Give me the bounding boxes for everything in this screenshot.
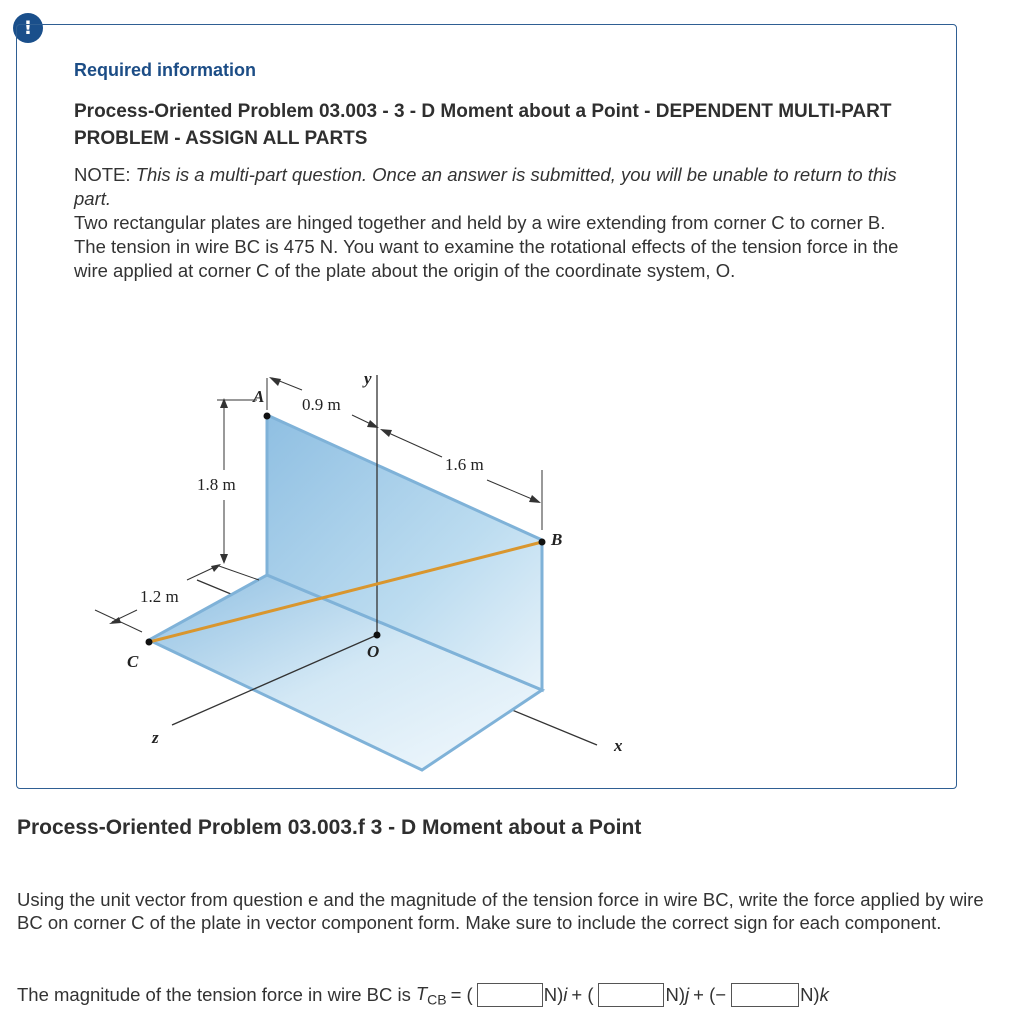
k-component-input[interactable] [731,983,799,1007]
point-o-dot [374,632,381,639]
required-information-panel [16,24,957,789]
point-c-dot [146,639,153,646]
point-a-dot [264,413,271,420]
note-text: This is a multi-part question. Once an answer is submitted, you will be unable to return to this part. [74,164,897,209]
label-dim-height: 1.8 m [197,475,236,494]
answer-prefix: The magnitude of the tension force in wire BC is [17,984,411,1006]
answer-row [17,983,829,1008]
part-instruction: Using the unit vector from question e and the magnitude of the tension force in wire BC, write the force applied by wire BC on corner C of the plate in vector component form. Make sure to include the correct sign for each component. [17,889,984,933]
j-component-input[interactable] [598,983,664,1007]
note-paragraph [74,163,904,211]
plus-sign-2: + (− [693,984,727,1006]
label-dim-top: 0.9 m [302,395,341,414]
tension-symbol: $T_{CB}$ [415,983,447,1008]
label-a: A [253,387,265,406]
point-b-dot [539,539,546,546]
label-o: O [367,642,380,661]
label-dim-depth: 1.2 m [140,587,179,606]
note-label: NOTE: [74,164,131,185]
problem-description: Two rectangular plates are hinged together and held by a wire extending from corner C to corner B. The tension in wire BC is 475 N. You want to examine the rotational effects of the tension force in the wire applied at corner C of the plate about the origin of the coordinate system, O. [74,212,899,281]
equals-sign: = ( [450,984,473,1006]
problem-title: Process-Oriented Problem 03.003 - 3 - D Moment about a Point - DEPENDENT MULTI-PART PROBLEM - ASSIGN ALL PARTS [74,101,892,149]
label-y-axis: y [364,370,372,388]
label-dim-right: 1.6 m [445,455,484,474]
label-b: B [551,530,563,549]
plus-sign-1: + ( [571,984,594,1006]
label-x-axis: x [614,736,623,755]
i-unit: N)i [543,984,568,1006]
i-component-input[interactable] [477,983,543,1007]
plates-figure [87,370,667,775]
j-unit: N)j [665,984,690,1006]
label-c: C [127,652,139,671]
alert-icon: ! [13,13,43,43]
k-unit: N)k [800,984,829,1006]
label-z-axis: z [152,728,159,747]
part-title: Process-Oriented Problem 03.003.f 3 - D Moment about a Point [17,816,642,839]
required-information-heading: Required information [74,60,257,80]
